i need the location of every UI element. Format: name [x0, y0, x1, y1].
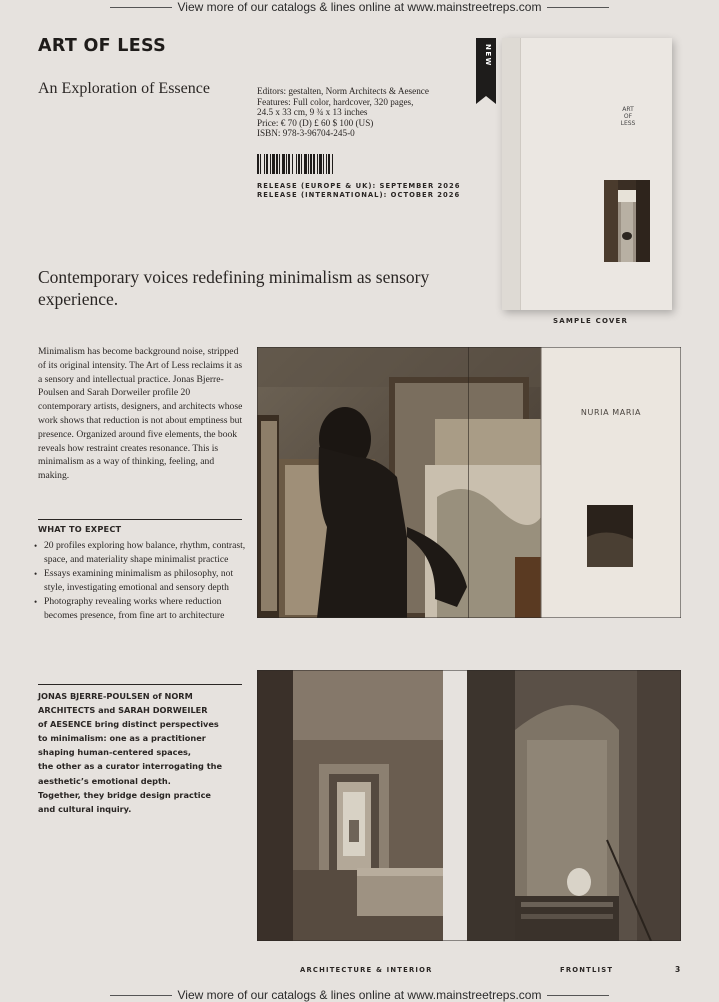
meta-isbn: ISBN: 978-3-96704-245-0 — [257, 128, 355, 139]
authors-line: aesthetic’s emotional depth. — [38, 775, 171, 786]
new-badge-text: NEW — [484, 44, 492, 67]
top-banner — [0, 0, 719, 14]
barcode-bar — [260, 154, 261, 174]
authors-line: ARCHITECTS and SARAH DORWEILER — [38, 705, 208, 716]
barcode-bar — [282, 154, 285, 174]
expect-item: • 20 profiles exploring how balance, rhythm, contrast, space, and materiality shape minimalist practice — [34, 539, 246, 567]
new-badge — [476, 38, 496, 104]
release-europe: RELEASE (EUROPE & UK): SEPTEMBER 2026 — [257, 182, 461, 190]
spread-1-artist-name: NURIA MARIA — [580, 408, 642, 417]
banner-text[interactable]: View more of our catalogs & lines online at www.mainstreetreps.com — [177, 0, 542, 14]
barcode-bar — [279, 154, 280, 174]
banner-line-left — [110, 995, 172, 996]
barcode-bar — [264, 154, 265, 174]
authors-text — [38, 689, 250, 816]
barcode-bar — [288, 154, 290, 174]
barcode-bar — [292, 154, 293, 174]
expect-item: • Photography revealing works where reduction becomes presence, from fine art to architecture — [34, 595, 246, 623]
authors-line: Together, they bridge design practice — [38, 789, 211, 800]
barcode-bar — [276, 154, 278, 174]
expect-list — [34, 539, 246, 623]
banner-line-right — [547, 7, 609, 8]
book-title: ART OF LESS — [38, 36, 167, 56]
book-spine — [502, 38, 521, 310]
description-text: Minimalism has become background noise, stripped of its original intensity. The Art of Less reclaims it as a sensory and intellectual practice. Jonas Bjerre-Poulsen and Sarah Dorweiler profile 20 contemporary artists, designers, and architects whose work shows that reduction is not about emptiness but presence. Organized around five elements, the book reveals how restraint creates resonance. This is minimalism as a way of thinking, feeling, and making. — [38, 346, 243, 482]
barcode-bar — [301, 154, 302, 174]
expect-heading: WHAT TO EXPECT — [38, 524, 122, 534]
footer-category: ARCHITECTURE & INTERIOR — [300, 966, 433, 974]
book-metadata — [257, 86, 429, 139]
footer-list: FRONTLIST — [560, 966, 614, 974]
cover-title-line-2: OF — [623, 113, 633, 120]
barcode-bar — [270, 154, 271, 174]
barcode-bar — [286, 154, 287, 174]
release-dates — [257, 182, 460, 199]
tagline: Contemporary voices redefining minimalism as sensory experience. — [38, 267, 430, 309]
meta-editors: Editors: gestalten, Norm Architects & Aesence — [257, 86, 429, 96]
barcode-bar — [308, 154, 309, 174]
barcode-bar — [326, 154, 327, 174]
barcode-bar — [317, 154, 318, 174]
barcode-bar — [328, 154, 330, 174]
barcode-bar — [298, 154, 300, 174]
barcode — [257, 154, 377, 174]
barcode-bar — [313, 154, 315, 174]
authors-line: and cultural inquiry. — [38, 803, 132, 814]
spread-2-image — [257, 670, 681, 941]
divider-expect — [38, 519, 242, 520]
book-subtitle: An Exploration of Essence — [38, 80, 210, 97]
sample-cover-caption: SAMPLE COVER — [553, 317, 629, 325]
barcode-bar — [257, 154, 259, 174]
cover-title — [608, 106, 648, 127]
barcode-bar — [332, 154, 333, 174]
spread-1-image — [257, 347, 681, 618]
barcode-bar — [323, 154, 324, 174]
authors-line: of AESENCE bring distinct perspectives — [38, 719, 219, 730]
expect-item: • Essays examining minimalism as philosophy, not style, investigating emotional and sensory depth — [34, 567, 246, 595]
meta-price: Price: € 70 (D) £ 60 $ 100 (US) — [257, 117, 374, 128]
barcode-bar — [304, 154, 307, 174]
cover-title-line-1: ART — [622, 106, 634, 113]
release-international: RELEASE (INTERNATIONAL): OCTOBER 2026 — [257, 190, 461, 199]
meta-dimensions: 24.5 x 33 cm, 9 ¾ x 13 inches — [257, 107, 368, 118]
barcode-bar — [272, 154, 275, 174]
cover-title-line-3: LESS — [620, 120, 636, 127]
barcode-bar — [310, 154, 312, 174]
sample-cover-book — [502, 38, 672, 310]
banner-line-right — [547, 995, 609, 996]
cover-photo-doorway — [604, 180, 650, 262]
divider-authors — [38, 684, 242, 685]
authors-line: shaping human-centered spaces, — [38, 747, 192, 758]
barcode-bar — [296, 154, 297, 174]
bottom-banner — [0, 988, 719, 1002]
barcode-bar — [266, 154, 268, 174]
authors-line: JONAS BJERRE-POULSEN of NORM — [38, 691, 193, 701]
authors-line: to minimalism: one as a practitioner — [38, 733, 206, 744]
banner-line-left — [110, 7, 172, 8]
banner-text[interactable]: View more of our catalogs & lines online at www.mainstreetreps.com — [177, 988, 542, 1002]
barcode-bar — [319, 154, 322, 174]
meta-features: Features: Full color, hardcover, 320 pages, — [257, 96, 414, 107]
authors-line: the other as a curator interrogating the — [38, 761, 222, 772]
page-number: 3 — [675, 965, 681, 974]
